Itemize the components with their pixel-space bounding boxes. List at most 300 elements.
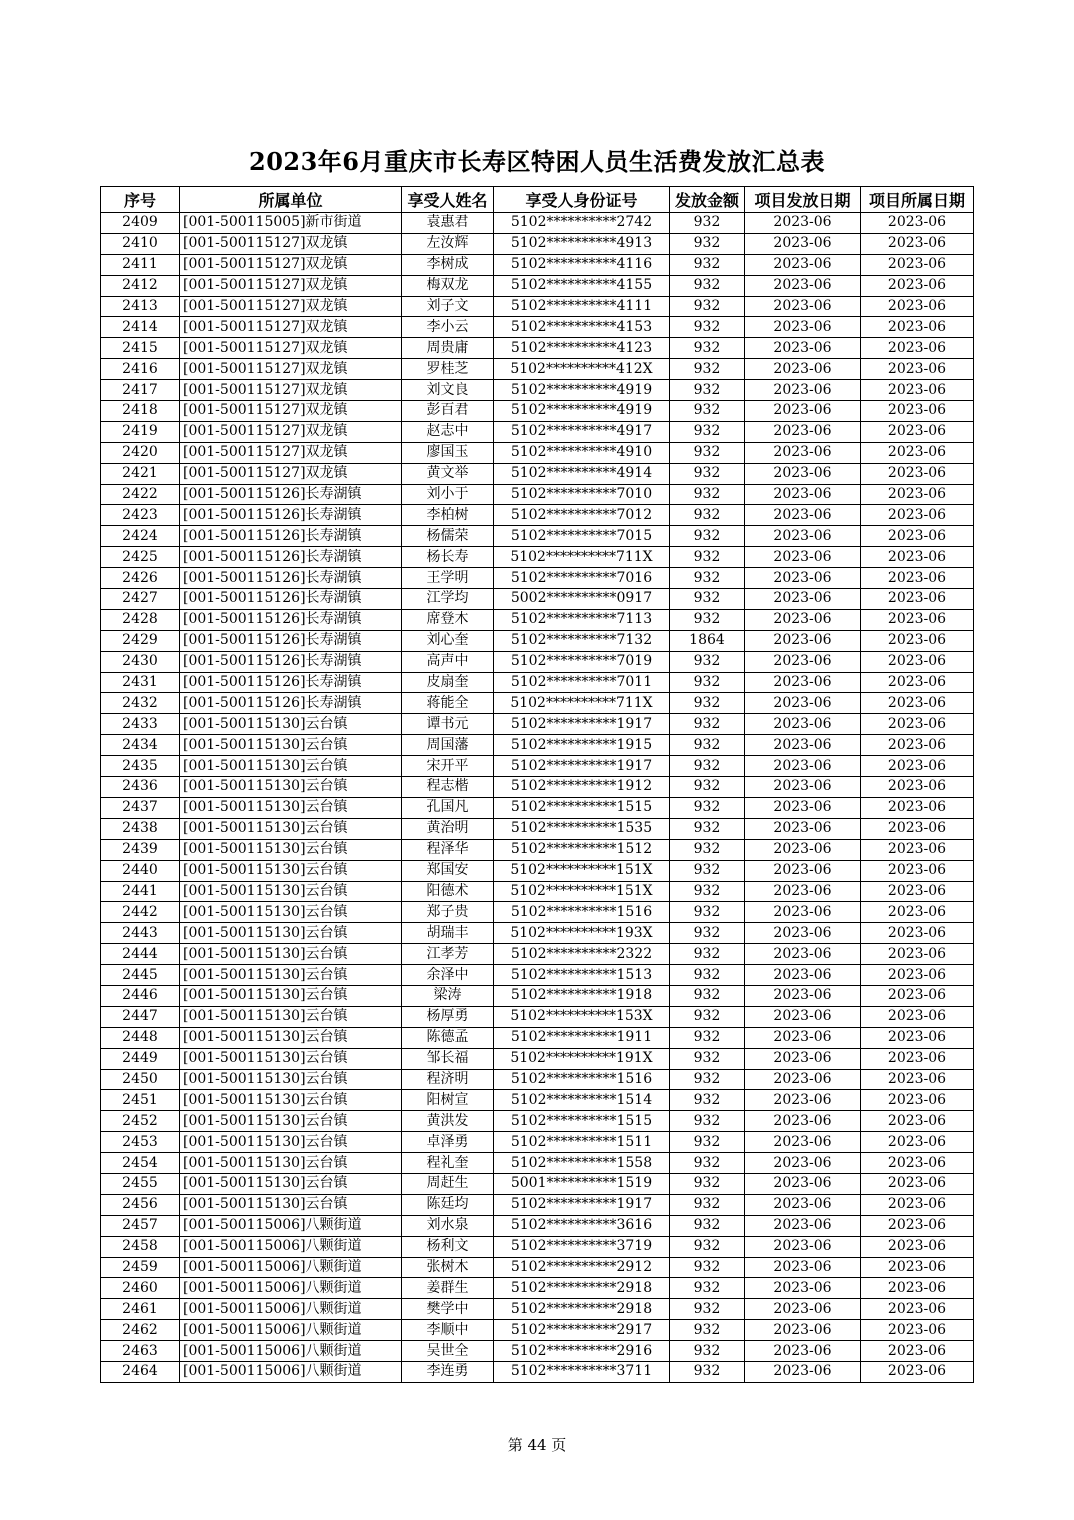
col-header-id-number: 享受人身份证号 <box>494 187 670 213</box>
unit-cell: [001-500115127]双龙镇 <box>180 275 402 296</box>
period-date-cell: 2023-06 <box>861 213 974 234</box>
name-cell: 江孝芳 <box>402 944 494 965</box>
amount-cell: 932 <box>670 1069 745 1090</box>
id-number-cell: 5102**********1535 <box>494 818 670 839</box>
name-cell: 姜群生 <box>402 1278 494 1299</box>
table-row <box>101 275 974 296</box>
id-number-cell: 5102**********1515 <box>494 797 670 818</box>
issue-date-cell: 2023-06 <box>745 630 861 651</box>
table-row <box>101 547 974 568</box>
unit-cell: [001-500115130]云台镇 <box>180 985 402 1006</box>
name-cell: 黄洪发 <box>402 1111 494 1132</box>
name-cell: 蒋能全 <box>402 693 494 714</box>
id-number-cell: 5102**********1516 <box>494 1069 670 1090</box>
period-date-cell: 2023-06 <box>861 1111 974 1132</box>
period-date-cell: 2023-06 <box>861 233 974 254</box>
amount-cell: 932 <box>670 526 745 547</box>
serial-cell: 2425 <box>101 547 180 568</box>
unit-cell: [001-500115126]长寿湖镇 <box>180 651 402 672</box>
unit-cell: [001-500115126]长寿湖镇 <box>180 589 402 610</box>
issue-date-cell: 2023-06 <box>745 944 861 965</box>
name-cell: 李小云 <box>402 317 494 338</box>
id-number-cell: 5102**********1917 <box>494 714 670 735</box>
period-date-cell: 2023-06 <box>861 965 974 986</box>
period-date-cell: 2023-06 <box>861 1257 974 1278</box>
table-row <box>101 568 974 589</box>
issue-date-cell: 2023-06 <box>745 651 861 672</box>
period-date-cell: 2023-06 <box>861 421 974 442</box>
name-cell: 杨长寿 <box>402 547 494 568</box>
serial-cell: 2431 <box>101 672 180 693</box>
issue-date-cell: 2023-06 <box>745 380 861 401</box>
period-date-cell: 2023-06 <box>861 923 974 944</box>
amount-cell: 932 <box>670 213 745 234</box>
table-row <box>101 1006 974 1027</box>
name-cell: 孔国凡 <box>402 797 494 818</box>
id-number-cell: 5102**********4914 <box>494 463 670 484</box>
issue-date-cell: 2023-06 <box>745 401 861 422</box>
serial-cell: 2438 <box>101 818 180 839</box>
unit-cell: [001-500115127]双龙镇 <box>180 421 402 442</box>
page-number: 第 44 页 <box>507 1436 567 1454</box>
period-date-cell: 2023-06 <box>861 777 974 798</box>
serial-cell: 2462 <box>101 1320 180 1341</box>
issue-date-cell: 2023-06 <box>745 233 861 254</box>
col-header-serial: 序号 <box>101 187 180 213</box>
table-row <box>101 965 974 986</box>
unit-cell: [001-500115130]云台镇 <box>180 714 402 735</box>
amount-cell: 932 <box>670 317 745 338</box>
name-cell: 左汝辉 <box>402 233 494 254</box>
period-date-cell: 2023-06 <box>861 860 974 881</box>
period-date-cell: 2023-06 <box>861 839 974 860</box>
name-cell: 卓泽勇 <box>402 1132 494 1153</box>
period-date-cell: 2023-06 <box>861 1299 974 1320</box>
name-cell: 胡瑞丰 <box>402 923 494 944</box>
name-cell: 吴世全 <box>402 1341 494 1362</box>
id-number-cell: 5102**********4153 <box>494 317 670 338</box>
issue-date-cell: 2023-06 <box>745 1027 861 1048</box>
id-number-cell: 5102**********4910 <box>494 442 670 463</box>
issue-date-cell: 2023-06 <box>745 589 861 610</box>
table-row <box>101 401 974 422</box>
col-header-period-date: 项目所属日期 <box>861 187 974 213</box>
amount-cell: 932 <box>670 1361 745 1382</box>
id-number-cell: 5102**********153X <box>494 1006 670 1027</box>
unit-cell: [001-500115126]长寿湖镇 <box>180 526 402 547</box>
issue-date-cell: 2023-06 <box>745 860 861 881</box>
table-row <box>101 1278 974 1299</box>
name-cell: 宋开平 <box>402 756 494 777</box>
id-number-cell: 5102**********193X <box>494 923 670 944</box>
amount-cell: 932 <box>670 756 745 777</box>
amount-cell: 932 <box>670 735 745 756</box>
issue-date-cell: 2023-06 <box>745 1299 861 1320</box>
period-date-cell: 2023-06 <box>861 1278 974 1299</box>
id-number-cell: 5102**********2917 <box>494 1320 670 1341</box>
period-date-cell: 2023-06 <box>861 630 974 651</box>
serial-cell: 2443 <box>101 923 180 944</box>
table-row <box>101 1111 974 1132</box>
unit-cell: [001-500115130]云台镇 <box>180 944 402 965</box>
amount-cell: 932 <box>670 275 745 296</box>
period-date-cell: 2023-06 <box>861 317 974 338</box>
amount-cell: 932 <box>670 902 745 923</box>
name-cell: 杨厚勇 <box>402 1006 494 1027</box>
amount-cell: 932 <box>670 818 745 839</box>
table-row <box>101 1299 974 1320</box>
amount-cell: 932 <box>670 609 745 630</box>
serial-cell: 2423 <box>101 505 180 526</box>
id-number-cell: 5102**********1511 <box>494 1132 670 1153</box>
issue-date-cell: 2023-06 <box>745 547 861 568</box>
amount-cell: 932 <box>670 714 745 735</box>
table-row <box>101 505 974 526</box>
period-date-cell: 2023-06 <box>861 254 974 275</box>
amount-cell: 932 <box>670 442 745 463</box>
id-number-cell: 5102**********1513 <box>494 965 670 986</box>
period-date-cell: 2023-06 <box>861 296 974 317</box>
col-header-amount: 发放金额 <box>670 187 745 213</box>
period-date-cell: 2023-06 <box>861 651 974 672</box>
id-number-cell: 5102**********4917 <box>494 421 670 442</box>
id-number-cell: 5102**********4919 <box>494 401 670 422</box>
unit-cell: [001-500115126]长寿湖镇 <box>180 630 402 651</box>
serial-cell: 2447 <box>101 1006 180 1027</box>
unit-cell: [001-500115130]云台镇 <box>180 735 402 756</box>
period-date-cell: 2023-06 <box>861 1194 974 1215</box>
id-number-cell: 5102**********1915 <box>494 735 670 756</box>
period-date-cell: 2023-06 <box>861 275 974 296</box>
amount-cell: 932 <box>670 1341 745 1362</box>
period-date-cell: 2023-06 <box>861 589 974 610</box>
id-number-cell: 5102**********412X <box>494 359 670 380</box>
table-row <box>101 317 974 338</box>
issue-date-cell: 2023-06 <box>745 1111 861 1132</box>
period-date-cell: 2023-06 <box>861 1320 974 1341</box>
period-date-cell: 2023-06 <box>861 1173 974 1194</box>
name-cell: 江学均 <box>402 589 494 610</box>
id-number-cell: 5002**********0917 <box>494 589 670 610</box>
table-row <box>101 421 974 442</box>
name-cell: 杨儒荣 <box>402 526 494 547</box>
id-number-cell: 5102**********7113 <box>494 609 670 630</box>
id-number-cell: 5102**********7010 <box>494 484 670 505</box>
table-row <box>101 1173 974 1194</box>
id-number-cell: 5102**********1515 <box>494 1111 670 1132</box>
amount-cell: 932 <box>670 1236 745 1257</box>
unit-cell: [001-500115006]八颗街道 <box>180 1278 402 1299</box>
name-cell: 程泽华 <box>402 839 494 860</box>
id-number-cell: 5102**********3711 <box>494 1361 670 1382</box>
serial-cell: 2410 <box>101 233 180 254</box>
unit-cell: [001-500115127]双龙镇 <box>180 296 402 317</box>
issue-date-cell: 2023-06 <box>745 359 861 380</box>
amount-cell: 932 <box>670 797 745 818</box>
id-number-cell: 5102**********4111 <box>494 296 670 317</box>
name-cell: 张树木 <box>402 1257 494 1278</box>
serial-cell: 2446 <box>101 985 180 1006</box>
period-date-cell: 2023-06 <box>861 818 974 839</box>
id-number-cell: 5102**********1917 <box>494 1194 670 1215</box>
issue-date-cell: 2023-06 <box>745 1320 861 1341</box>
unit-cell: [001-500115130]云台镇 <box>180 1006 402 1027</box>
serial-cell: 2459 <box>101 1257 180 1278</box>
period-date-cell: 2023-06 <box>861 463 974 484</box>
issue-date-cell: 2023-06 <box>745 902 861 923</box>
unit-cell: [001-500115130]云台镇 <box>180 1153 402 1174</box>
id-number-cell: 5102**********2918 <box>494 1299 670 1320</box>
id-number-cell: 5102**********191X <box>494 1048 670 1069</box>
period-date-cell: 2023-06 <box>861 735 974 756</box>
name-cell: 黄治明 <box>402 818 494 839</box>
table-row <box>101 1090 974 1111</box>
unit-cell: [001-500115127]双龙镇 <box>180 254 402 275</box>
issue-date-cell: 2023-06 <box>745 421 861 442</box>
issue-date-cell: 2023-06 <box>745 609 861 630</box>
serial-cell: 2444 <box>101 944 180 965</box>
unit-cell: [001-500115130]云台镇 <box>180 777 402 798</box>
table-row <box>101 630 974 651</box>
issue-date-cell: 2023-06 <box>745 484 861 505</box>
unit-cell: [001-500115130]云台镇 <box>180 756 402 777</box>
amount-cell: 932 <box>670 568 745 589</box>
col-header-name: 享受人姓名 <box>402 187 494 213</box>
serial-cell: 2452 <box>101 1111 180 1132</box>
id-number-cell: 5102**********1911 <box>494 1027 670 1048</box>
issue-date-cell: 2023-06 <box>745 839 861 860</box>
name-cell: 樊学中 <box>402 1299 494 1320</box>
unit-cell: [001-500115130]云台镇 <box>180 1048 402 1069</box>
issue-date-cell: 2023-06 <box>745 693 861 714</box>
unit-cell: [001-500115130]云台镇 <box>180 839 402 860</box>
name-cell: 刘小于 <box>402 484 494 505</box>
table-row <box>101 1236 974 1257</box>
issue-date-cell: 2023-06 <box>745 1236 861 1257</box>
table-row <box>101 714 974 735</box>
table-row <box>101 1048 974 1069</box>
issue-date-cell: 2023-06 <box>745 275 861 296</box>
table-row <box>101 589 974 610</box>
serial-cell: 2429 <box>101 630 180 651</box>
serial-cell: 2433 <box>101 714 180 735</box>
serial-cell: 2412 <box>101 275 180 296</box>
amount-cell: 932 <box>670 923 745 944</box>
period-date-cell: 2023-06 <box>861 1090 974 1111</box>
serial-cell: 2457 <box>101 1215 180 1236</box>
issue-date-cell: 2023-06 <box>745 568 861 589</box>
amount-cell: 932 <box>670 881 745 902</box>
name-cell: 刘子文 <box>402 296 494 317</box>
id-number-cell: 5102**********2916 <box>494 1341 670 1362</box>
id-number-cell: 5102**********7011 <box>494 672 670 693</box>
name-cell: 陈廷均 <box>402 1194 494 1215</box>
unit-cell: [001-500115006]八颗街道 <box>180 1215 402 1236</box>
unit-cell: [001-500115130]云台镇 <box>180 1194 402 1215</box>
name-cell: 罗桂芝 <box>402 359 494 380</box>
issue-date-cell: 2023-06 <box>745 442 861 463</box>
period-date-cell: 2023-06 <box>861 797 974 818</box>
amount-cell: 932 <box>670 1299 745 1320</box>
name-cell: 程济明 <box>402 1069 494 1090</box>
name-cell: 周贵庸 <box>402 338 494 359</box>
issue-date-cell: 2023-06 <box>745 965 861 986</box>
period-date-cell: 2023-06 <box>861 1048 974 1069</box>
unit-cell: [001-500115130]云台镇 <box>180 818 402 839</box>
name-cell: 周国藩 <box>402 735 494 756</box>
table-row <box>101 1361 974 1382</box>
amount-cell: 932 <box>670 484 745 505</box>
amount-cell: 932 <box>670 401 745 422</box>
unit-cell: [001-500115006]八颗街道 <box>180 1257 402 1278</box>
id-number-cell: 5102**********7015 <box>494 526 670 547</box>
table-row <box>101 985 974 1006</box>
serial-cell: 2441 <box>101 881 180 902</box>
serial-cell: 2453 <box>101 1132 180 1153</box>
amount-cell: 932 <box>670 1278 745 1299</box>
table-row <box>101 735 974 756</box>
unit-cell: [001-500115130]云台镇 <box>180 1090 402 1111</box>
period-date-cell: 2023-06 <box>861 526 974 547</box>
id-number-cell: 5102**********4913 <box>494 233 670 254</box>
id-number-cell: 5102**********711X <box>494 547 670 568</box>
name-cell: 杨利文 <box>402 1236 494 1257</box>
name-cell: 梅双龙 <box>402 275 494 296</box>
serial-cell: 2411 <box>101 254 180 275</box>
serial-cell: 2434 <box>101 735 180 756</box>
table-row <box>101 756 974 777</box>
table-row <box>101 484 974 505</box>
serial-cell: 2420 <box>101 442 180 463</box>
serial-cell: 2416 <box>101 359 180 380</box>
issue-date-cell: 2023-06 <box>745 317 861 338</box>
name-cell: 阳树宣 <box>402 1090 494 1111</box>
unit-cell: [001-500115127]双龙镇 <box>180 338 402 359</box>
table-row <box>101 693 974 714</box>
name-cell: 邹长福 <box>402 1048 494 1069</box>
unit-cell: [001-500115127]双龙镇 <box>180 359 402 380</box>
serial-cell: 2418 <box>101 401 180 422</box>
amount-cell: 932 <box>670 338 745 359</box>
unit-cell: [001-500115130]云台镇 <box>180 1111 402 1132</box>
amount-cell: 932 <box>670 1215 745 1236</box>
name-cell: 赵志中 <box>402 421 494 442</box>
period-date-cell: 2023-06 <box>861 484 974 505</box>
unit-cell: [001-500115126]长寿湖镇 <box>180 609 402 630</box>
table-header-row <box>101 187 974 213</box>
name-cell: 梁涛 <box>402 985 494 1006</box>
serial-cell: 2430 <box>101 651 180 672</box>
unit-cell: [001-500115126]长寿湖镇 <box>180 547 402 568</box>
amount-cell: 932 <box>670 777 745 798</box>
unit-cell: [001-500115130]云台镇 <box>180 1069 402 1090</box>
period-date-cell: 2023-06 <box>861 1006 974 1027</box>
id-number-cell: 5102**********3616 <box>494 1215 670 1236</box>
serial-cell: 2464 <box>101 1361 180 1382</box>
serial-cell: 2451 <box>101 1090 180 1111</box>
id-number-cell: 5102**********7012 <box>494 505 670 526</box>
unit-cell: [001-500115005]新市街道 <box>180 213 402 234</box>
amount-cell: 932 <box>670 1173 745 1194</box>
issue-date-cell: 2023-06 <box>745 714 861 735</box>
unit-cell: [001-500115006]八颗街道 <box>180 1299 402 1320</box>
unit-cell: [001-500115126]长寿湖镇 <box>180 505 402 526</box>
issue-date-cell: 2023-06 <box>745 1194 861 1215</box>
table-row <box>101 839 974 860</box>
name-cell: 李柏树 <box>402 505 494 526</box>
serial-cell: 2409 <box>101 213 180 234</box>
id-number-cell: 5102**********2742 <box>494 213 670 234</box>
unit-cell: [001-500115126]长寿湖镇 <box>180 672 402 693</box>
unit-cell: [001-500115130]云台镇 <box>180 923 402 944</box>
serial-cell: 2415 <box>101 338 180 359</box>
unit-cell: [001-500115127]双龙镇 <box>180 380 402 401</box>
name-cell: 袁惠君 <box>402 213 494 234</box>
name-cell: 高声中 <box>402 651 494 672</box>
table-row <box>101 797 974 818</box>
period-date-cell: 2023-06 <box>861 881 974 902</box>
issue-date-cell: 2023-06 <box>745 296 861 317</box>
amount-cell: 932 <box>670 1048 745 1069</box>
table-row <box>101 860 974 881</box>
issue-date-cell: 2023-06 <box>745 1361 861 1382</box>
amount-cell: 932 <box>670 1027 745 1048</box>
issue-date-cell: 2023-06 <box>745 338 861 359</box>
period-date-cell: 2023-06 <box>861 985 974 1006</box>
name-cell: 郑国安 <box>402 860 494 881</box>
name-cell: 席登木 <box>402 609 494 630</box>
page-title: 2023年6月重庆市长寿区特困人员生活费发放汇总表 <box>249 147 825 176</box>
name-cell: 陈德孟 <box>402 1027 494 1048</box>
serial-cell: 2442 <box>101 902 180 923</box>
serial-cell: 2428 <box>101 609 180 630</box>
table-row <box>101 233 974 254</box>
name-cell: 阳德术 <box>402 881 494 902</box>
serial-cell: 2437 <box>101 797 180 818</box>
id-number-cell: 5102**********1512 <box>494 839 670 860</box>
unit-cell: [001-500115127]双龙镇 <box>180 233 402 254</box>
serial-cell: 2460 <box>101 1278 180 1299</box>
amount-cell: 932 <box>670 1194 745 1215</box>
serial-cell: 2421 <box>101 463 180 484</box>
id-number-cell: 5102**********3719 <box>494 1236 670 1257</box>
amount-cell: 932 <box>670 839 745 860</box>
name-cell: 李树成 <box>402 254 494 275</box>
serial-cell: 2432 <box>101 693 180 714</box>
name-cell: 李连勇 <box>402 1361 494 1382</box>
period-date-cell: 2023-06 <box>861 756 974 777</box>
unit-cell: [001-500115130]云台镇 <box>180 797 402 818</box>
serial-cell: 2435 <box>101 756 180 777</box>
issue-date-cell: 2023-06 <box>745 797 861 818</box>
table-row <box>101 1027 974 1048</box>
period-date-cell: 2023-06 <box>861 672 974 693</box>
serial-cell: 2422 <box>101 484 180 505</box>
serial-cell: 2461 <box>101 1299 180 1320</box>
issue-date-cell: 2023-06 <box>745 672 861 693</box>
id-number-cell: 5102**********4919 <box>494 380 670 401</box>
serial-cell: 2413 <box>101 296 180 317</box>
amount-cell: 932 <box>670 380 745 401</box>
table-row <box>101 442 974 463</box>
serial-cell: 2458 <box>101 1236 180 1257</box>
table-row <box>101 359 974 380</box>
period-date-cell: 2023-06 <box>861 547 974 568</box>
id-number-cell: 5102**********1918 <box>494 985 670 1006</box>
name-cell: 皮扇奎 <box>402 672 494 693</box>
name-cell: 周赶生 <box>402 1173 494 1194</box>
amount-cell: 932 <box>670 693 745 714</box>
